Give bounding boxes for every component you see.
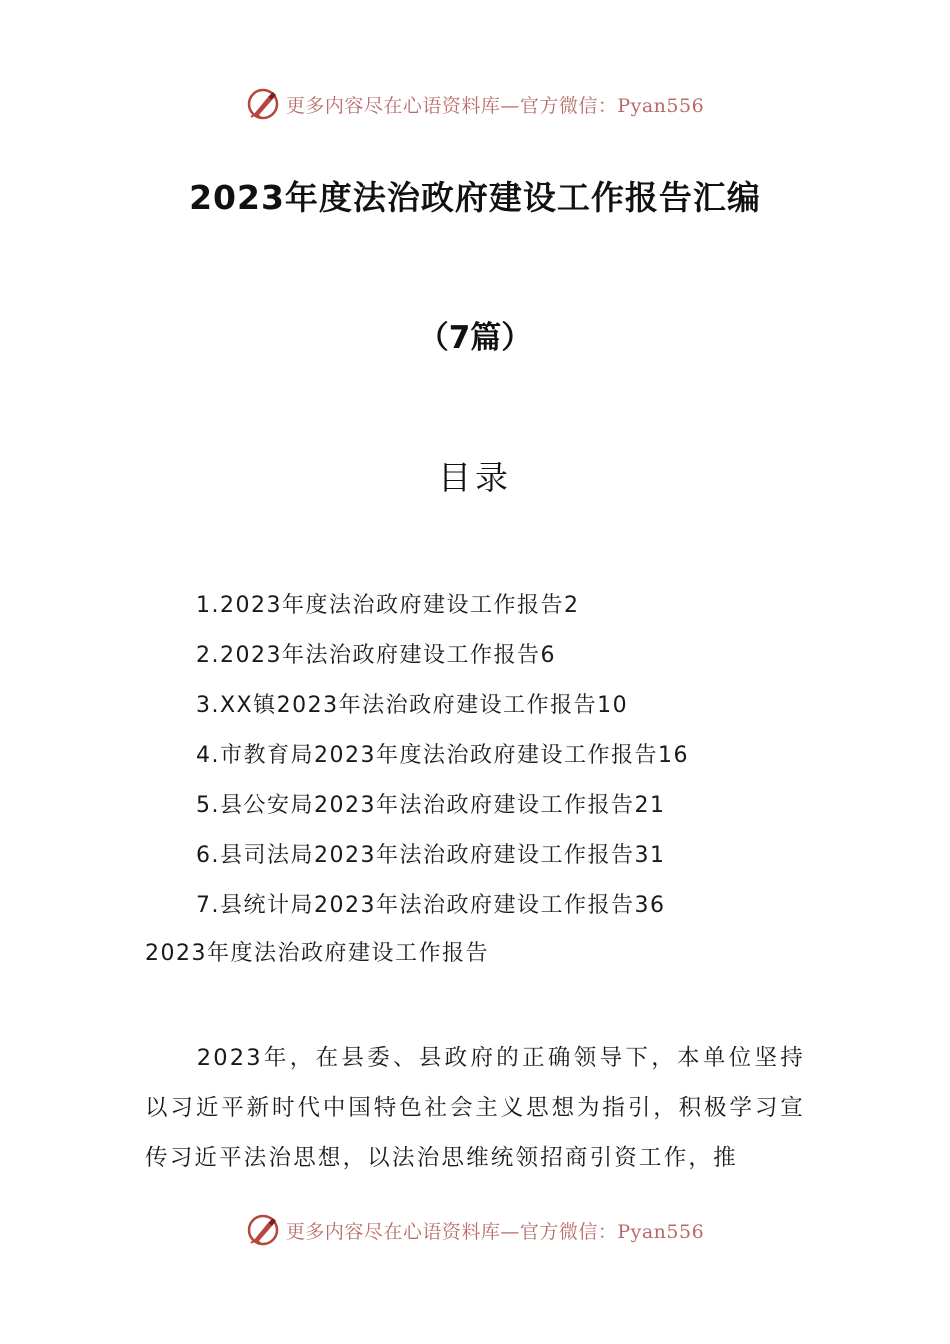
toc-heading: 目录 xyxy=(438,458,512,497)
pen-logo-icon xyxy=(246,87,280,121)
toc-item[interactable]: 6.县司法局2023年法治政府建设工作报告31 xyxy=(196,843,666,868)
pen-logo-icon xyxy=(246,1213,280,1247)
section-heading: 2023年度法治政府建设工作报告 xyxy=(145,941,489,966)
document-title: 2023年度法治政府建设工作报告汇编 xyxy=(189,178,761,217)
toc-item[interactable]: 3.XX镇2023年法治政府建设工作报告10 xyxy=(196,693,629,718)
toc-item[interactable]: 4.市教育局2023年度法治政府建设工作报告16 xyxy=(196,743,689,768)
table-of-contents xyxy=(196,588,689,938)
toc-item[interactable]: 5.县公安局2023年法治政府建设工作报告21 xyxy=(196,793,666,818)
toc-item[interactable]: 7.县统计局2023年法治政府建设工作报告36 xyxy=(196,893,666,918)
footer-watermark xyxy=(0,1208,950,1252)
toc-item[interactable]: 1.2023年度法治政府建设工作报告2 xyxy=(196,593,580,618)
watermark-text: 更多内容尽在心语资料库—官方微信：Pyan556 xyxy=(285,94,705,117)
watermark-text: 更多内容尽在心语资料库—官方微信：Pyan556 xyxy=(285,1220,705,1243)
body-paragraph: 2023年，在县委、县政府的正确领导下，本单位坚持以习近平新时代中国特色社会主义思想为指引，积极学习宣传习近平法治思想，以法治思维统领招商引资工作，推 xyxy=(145,1045,805,1171)
toc-item[interactable]: 2.2023年法治政府建设工作报告6 xyxy=(196,643,556,668)
header-watermark xyxy=(0,82,950,126)
document-subtitle: （7篇） xyxy=(417,320,533,356)
